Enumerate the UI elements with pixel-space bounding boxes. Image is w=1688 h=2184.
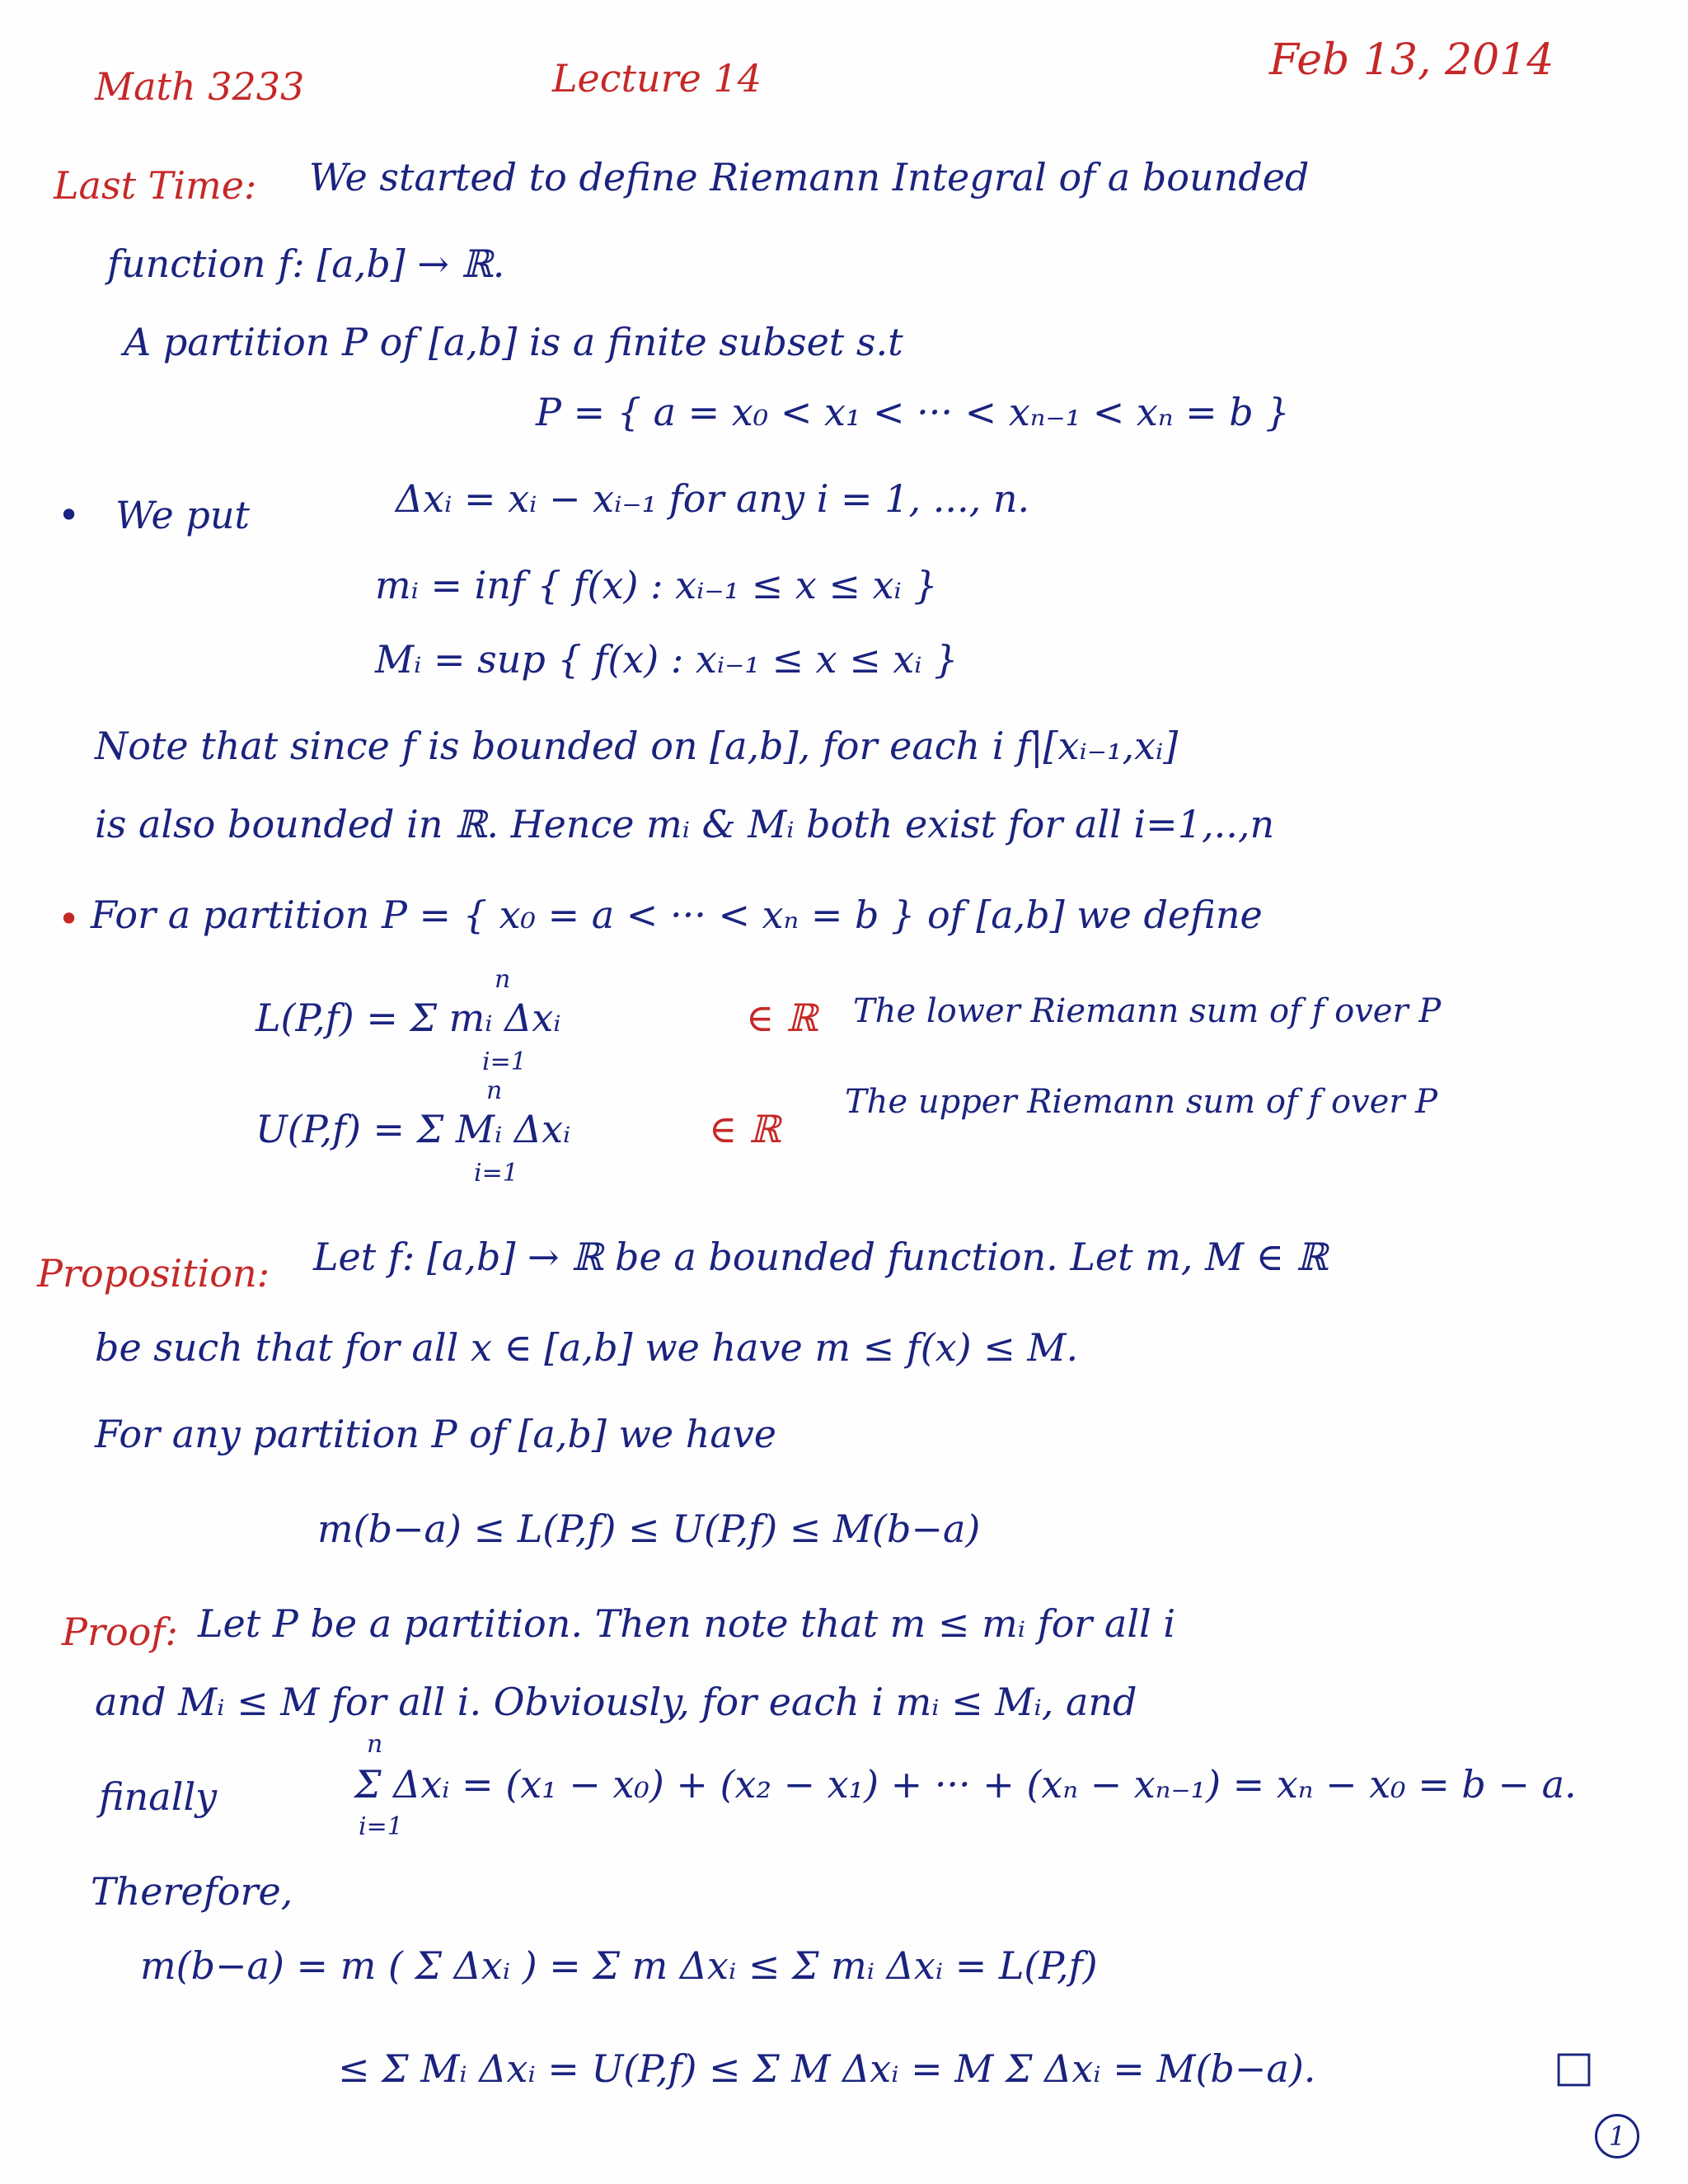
proposition-label: Proposition: <box>37 1251 270 1296</box>
lecture-date: Feb 13, 2014 <box>1269 35 1554 85</box>
proof-chain-line2: ≤ Σ Mᵢ Δxᵢ = U(P,f) ≤ Σ M Δxᵢ = M Σ Δxᵢ = M(b−a). <box>338 2046 1316 2091</box>
lecture-title: Lecture 14 <box>552 56 762 101</box>
proof-line2: and Mᵢ ≤ M for all i. Obviously, for each i mᵢ ≤ Mᵢ, and <box>95 1680 1137 1724</box>
upper-sum-formula: U(P,f) = Σ Mᵢ Δxᵢ <box>256 1107 571 1151</box>
last-time-label: Last Time: <box>54 163 257 208</box>
proof-chain-line1: m(b−a) = m ( Σ Δxᵢ ) = Σ m Δxᵢ ≤ Σ mᵢ Δxᵢ = L(P,f) <box>140 1943 1098 1988</box>
sum-lower-limit: i=1 <box>359 1812 403 1841</box>
course-title: Math 3233 <box>95 64 305 109</box>
proof-finally-label: finally <box>99 1774 218 1819</box>
last-time-line1: We started to define Riemann Integral of a bounded <box>309 155 1310 199</box>
m-i-definition: mᵢ = inf { f(x) : xᵢ₋₁ ≤ x ≤ xᵢ } <box>375 563 938 607</box>
sum-upper-limit: n <box>486 1076 503 1105</box>
lower-sum-in-reals: ∈ ℝ <box>746 996 818 1040</box>
note-line2: is also bounded in ℝ. Hence mᵢ & Mᵢ both exist for all i=1,..,n <box>95 802 1275 846</box>
sum-lower-limit: i=1 <box>482 1047 527 1076</box>
partition-def-set: P = { a = x₀ < x₁ < ··· < xₙ₋₁ < xₙ = b } <box>536 390 1290 434</box>
proposition-line1: Let f: [a,b] → ℝ be a bounded function. Let m, M ∈ ℝ <box>313 1235 1328 1279</box>
proof-line1: Let P be a partition. Then note that m ≤ mᵢ for all i <box>198 1601 1176 1646</box>
last-time-line2: function f: [a,b] → ℝ. <box>107 241 505 286</box>
note-line1: Note that since f is bounded on [a,b], for each i f|[xᵢ₋₁,xᵢ] <box>95 724 1179 768</box>
sum-upper-limit: n <box>495 965 511 994</box>
bullet: • <box>58 897 81 941</box>
bullet: • <box>58 493 81 537</box>
sum-upper-limit: n <box>367 1730 383 1759</box>
partition-def-line1: A partition P of [a,b] is a finite subset s.t <box>124 320 903 364</box>
page-number: 1 <box>1595 2114 1639 2158</box>
M-i-definition: Mᵢ = sup { f(x) : xᵢ₋₁ ≤ x ≤ xᵢ } <box>375 637 959 682</box>
telescoping-sum: Σ Δxᵢ = (x₁ − x₀) + (x₂ − x₁) + ··· + (xₙ − xₙ₋₁) = xₙ − x₀ = b − a. <box>354 1762 1577 1807</box>
sum-lower-limit: i=1 <box>474 1159 518 1188</box>
we-put-label: We put <box>115 493 250 537</box>
proof-label: Proof: <box>62 1610 178 1654</box>
proposition-inequality: m(b−a) ≤ L(P,f) ≤ U(P,f) ≤ M(b−a) <box>317 1507 981 1551</box>
proof-therefore: Therefore, <box>91 1869 293 1914</box>
for-partition-line: For a partition P = { x₀ = a < ··· < xₙ = b } of [a,b] we define <box>91 893 1263 937</box>
qed-symbol: □ <box>1554 2042 1595 2092</box>
lower-sum-description: The lower Riemann sum of f over P <box>853 992 1442 1030</box>
upper-sum-description: The upper Riemann sum of f over P <box>845 1083 1438 1121</box>
proposition-line3: For any partition P of [a,b] we have <box>95 1412 776 1456</box>
lower-sum-formula: L(P,f) = Σ mᵢ Δxᵢ <box>256 996 561 1040</box>
delta-x-definition: Δxᵢ = xᵢ − xᵢ₋₁ for any i = 1, ..., n. <box>396 476 1030 521</box>
upper-sum-in-reals: ∈ ℝ <box>709 1107 781 1151</box>
proposition-line2: be such that for all x ∈ [a,b] we have m ≤ f(x) ≤ M. <box>95 1325 1079 1370</box>
